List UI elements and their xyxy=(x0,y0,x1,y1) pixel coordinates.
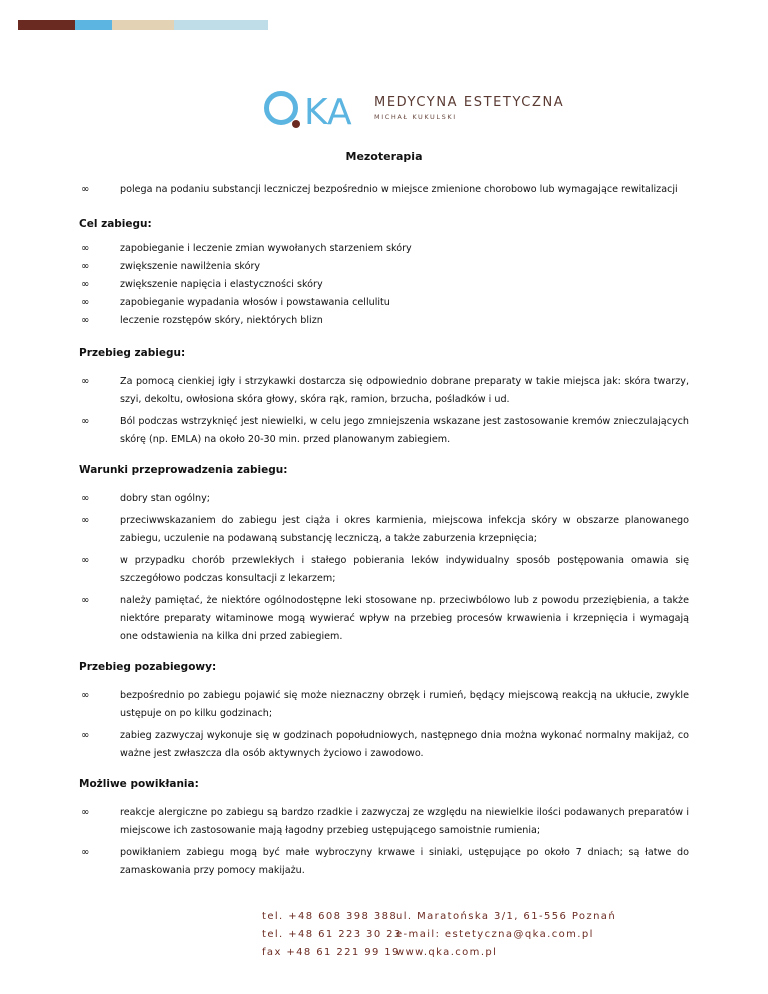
section-heading: Warunki przeprowadzenia zabiegu: xyxy=(79,464,288,476)
infinity-bullet-icon: ∞ xyxy=(81,730,90,741)
section-heading: Cel zabiegu: xyxy=(79,218,152,230)
document-title: Mezoterapia xyxy=(345,150,423,163)
infinity-bullet-icon: ∞ xyxy=(81,261,90,272)
top-color-bar xyxy=(18,20,268,30)
section-list xyxy=(79,687,689,763)
list-item xyxy=(79,413,689,449)
infinity-bullet-icon: ∞ xyxy=(81,416,90,427)
list-item xyxy=(79,727,689,763)
list-item xyxy=(79,490,689,508)
infinity-bullet-icon: ∞ xyxy=(81,243,90,254)
list-item-text: zapobieganie wypadania włosów i powstawania cellulitu xyxy=(120,297,390,308)
list-item xyxy=(79,240,689,258)
footer-phones xyxy=(262,908,402,962)
infinity-bullet-icon: ∞ xyxy=(81,184,90,195)
color-bar-segment xyxy=(18,20,75,30)
list-item-text: zabieg zazwyczaj wykonuje się w godzinach popołudniowych, następnego dnia można wykonać normalny makijaż, co ważne jest zwłaszcza dla osób aktywnych życiowo i zawodowo. xyxy=(120,730,689,759)
footer-address: ul. Maratońska 3/1, 61-556 Poznań xyxy=(396,911,617,922)
logo-ka-text: KA xyxy=(304,92,352,133)
infinity-bullet-icon: ∞ xyxy=(81,493,90,504)
section-list xyxy=(79,373,689,449)
list-item-text: Ból podczas wstrzyknięć jest niewielki, w celu jego zmniejszenia wskazane jest zastosowanie kremów znieczulających skórę (np. EMLA) na około 20-30 min. przed planowanym zabiegiem. xyxy=(120,416,689,445)
intro-list xyxy=(79,181,689,199)
infinity-bullet-icon: ∞ xyxy=(81,279,90,290)
footer-phone[interactable]: tel. +48 61 223 30 23 xyxy=(262,929,402,940)
infinity-bullet-icon: ∞ xyxy=(81,315,90,326)
list-item xyxy=(79,804,689,840)
list-item xyxy=(79,844,689,880)
qka-logo xyxy=(262,88,565,136)
footer-website-link[interactable]: www.qka.com.pl xyxy=(396,947,498,958)
list-item-text: polega na podaniu substancji leczniczej bezpośrednio w miejsce zmienione chorobowo lub wymagające rewitalizacji xyxy=(120,184,678,195)
list-item-text: dobry stan ogólny; xyxy=(120,493,210,504)
infinity-bullet-icon: ∞ xyxy=(81,595,90,606)
list-item-text: należy pamiętać, że niektóre ogólnodostępne leki stosowane np. przeciwbólowo lub z powodu przeziębienia, a także niektóre preparaty witaminowe mogą wywierać wpływ na przebieg procesów krwawienia i krzepnięcia i wymagają one odstawienia na kilka dni przed zabiegiem. xyxy=(120,595,689,642)
list-item-text: leczenie rozstępów skóry, niektórych blizn xyxy=(120,315,323,326)
list-item xyxy=(79,552,689,588)
section-heading: Możliwe powikłania: xyxy=(79,778,199,790)
qka-logo-mark xyxy=(262,88,370,136)
footer-email-link[interactable]: e-mail: estetyczna@qka.com.pl xyxy=(396,929,594,940)
section-list xyxy=(79,804,689,880)
infinity-bullet-icon: ∞ xyxy=(81,376,90,387)
section-heading: Przebieg zabiegu: xyxy=(79,347,186,359)
list-item-text: bezpośrednio po zabiegu pojawić się może nieznaczny obrzęk i rumień, będący miejscową reakcją na ukłucie, zwykle ustępuje on po kilku godzinach; xyxy=(120,690,689,719)
list-item-text: powikłaniem zabiegu mogą być małe wybroczyny krwawe i siniaki, ustępujące po około 7 dniach; są łatwe do zamaskowania przy pomocy makijażu. xyxy=(120,847,689,876)
list-item xyxy=(79,276,689,294)
logo-dot xyxy=(292,120,300,128)
list-item-text: zapobieganie i leczenie zmian wywołanych starzeniem skóry xyxy=(120,243,412,254)
logo-brand-line1: MEDYCYNA ESTETYCZNA xyxy=(374,95,565,110)
footer-contact xyxy=(396,908,616,962)
document-body xyxy=(79,176,689,880)
list-item xyxy=(79,258,689,276)
list-item xyxy=(79,373,689,409)
list-item-text: Za pomocą cienkiej igły i strzykawki dostarcza się odpowiednio dobrane preparaty w takie miejsca jak: skóra twarzy, szyi, dekoltu, owłosiona skóra głowy, skóra rąk, ramion, brzucha, pośladków i ud. xyxy=(120,376,689,405)
footer-phone[interactable]: tel. +48 608 398 388 xyxy=(262,911,398,922)
section-list xyxy=(79,490,689,646)
infinity-bullet-icon: ∞ xyxy=(81,690,90,701)
list-item-text: reakcje alergiczne po zabiegu są bardzo rzadkie i zazwyczaj ze względu na niewielkie ilości podawanych preparatów i miejscowe ich zastosowanie mają łagodny przebieg ustępującego samoistnie rumienia; xyxy=(120,807,689,836)
list-item-text: zwiększenie napięcia i elastyczności skóry xyxy=(120,279,323,290)
list-item-text: przeciwwskazaniem do zabiegu jest ciąża i okres karmienia, miejscowa infekcja skóry w obszarze planowanego zabiegu, uczulenie na podawaną substancję leczniczą, a także zaburzenia krzepnięcia; xyxy=(120,515,689,544)
color-bar-segment xyxy=(75,20,112,30)
infinity-bullet-icon: ∞ xyxy=(81,297,90,308)
logo-q-ring xyxy=(267,94,296,123)
infinity-bullet-icon: ∞ xyxy=(81,515,90,526)
color-bar-segment xyxy=(174,20,268,30)
logo-brand-line2: MICHAŁ KUKULSKI xyxy=(374,113,457,121)
footer-fax: fax +48 61 221 99 19 xyxy=(262,947,400,958)
infinity-bullet-icon: ∞ xyxy=(81,555,90,566)
list-item xyxy=(79,294,689,312)
list-item xyxy=(79,512,689,548)
list-item xyxy=(79,312,689,330)
section-heading: Przebieg pozabiegowy: xyxy=(79,661,217,673)
infinity-bullet-icon: ∞ xyxy=(81,847,90,858)
list-item-text: zwiększenie nawilżenia skóry xyxy=(120,261,261,272)
color-bar-segment xyxy=(112,20,174,30)
list-item-text: w przypadku chorób przewlekłych i stałego pobierania leków indywidualny sposób postępowania omawia się szczegółowo podczas konsultacji z lekarzem; xyxy=(120,555,689,584)
list-item xyxy=(79,687,689,723)
infinity-bullet-icon: ∞ xyxy=(81,807,90,818)
list-item xyxy=(79,592,689,646)
list-item xyxy=(79,181,689,199)
section-list xyxy=(79,240,689,330)
